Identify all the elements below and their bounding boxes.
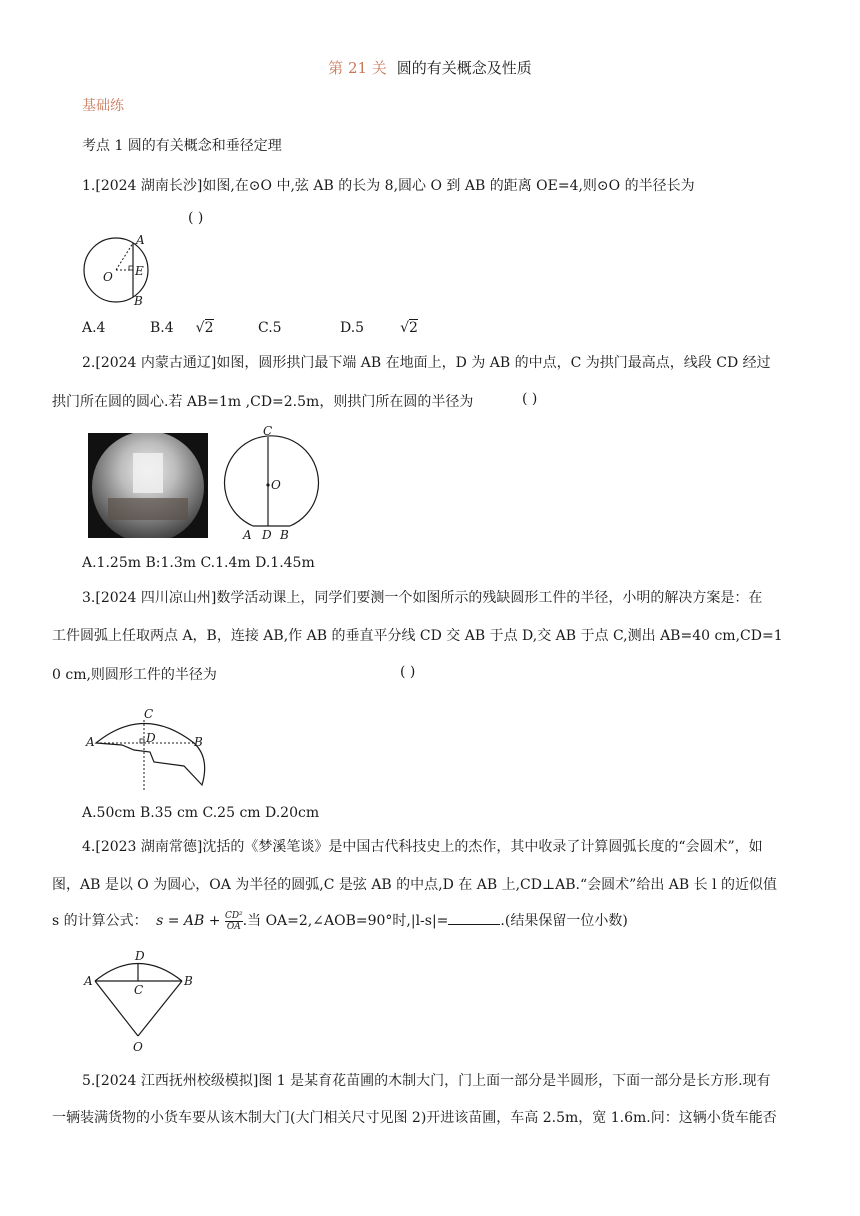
q2-line-2: 拱门所在圆的圆心.若 AB=1m ,CD=2.5m，则拱门所在圆的半径为 — [52, 394, 474, 410]
q3-line-2: 工件圆弧上任取两点 A，B，连接 AB,作 AB 的垂直平分线 CD 交 AB 于点 D,交 AB 于点 C,测出 AB=40 cm,CD=1 — [52, 628, 783, 644]
q4-label-d: D — [135, 949, 145, 963]
q4-line-3: s 的计算公式： s = AB + $\frac{\text{CD²}}{OA}$ .当 OA=2,∠AOB=90°时,|l-s|= .(结果保留一位小数) — [52, 910, 628, 932]
q3-label-d: D — [146, 731, 156, 745]
q1-label-a: A — [136, 233, 145, 247]
q4-radius-ob — [138, 981, 182, 1036]
q1-choice-a: A.4 — [82, 320, 106, 336]
q3-right-angle-mark — [140, 739, 144, 743]
q4-label-o: O — [133, 1040, 143, 1054]
q2-center-point — [266, 483, 269, 486]
q2-label-d: D — [262, 528, 272, 542]
q1-right-angle-mark — [129, 266, 133, 270]
q4-label-c: C — [134, 983, 144, 997]
q2-figure — [218, 425, 318, 545]
q3-choices: A.50cm B.35 cm C.25 cm D.20cm — [82, 805, 320, 821]
q2-label-a: A — [243, 528, 252, 542]
q4-line-1: 4.[2023 湖南常德]沈括的《梦溪笔谈》是中国古代科技史上的杰作，其中收录了计算圆弧长度的“会圆术”，如 — [82, 839, 763, 855]
q3-label-a: A — [86, 735, 95, 749]
q3-label-b: B — [194, 735, 203, 749]
q4-radius-oa — [95, 981, 138, 1036]
q1-label-o: O — [103, 270, 113, 284]
q1-answer-bracket: ( ) — [188, 210, 204, 226]
q2-answer-bracket: ( ) — [522, 391, 538, 407]
q4-formula-denominator: OA — [226, 921, 241, 932]
q2-choices: A.1.25m B:1.3m C.1.4m D.1.45m — [82, 555, 315, 571]
page-title — [0, 57, 860, 78]
q3-answer-bracket: ( ) — [400, 664, 416, 680]
q4-label-a: A — [84, 974, 93, 988]
q3-label-c: C — [144, 707, 154, 721]
q2-line-1: 2.[2024 内蒙古通辽]如图，圆形拱门最下端 AB 在地面上，D 为 AB 的中点，C 为拱门最高点，线段 CD 经过 — [82, 355, 771, 371]
q2-photo — [88, 433, 208, 538]
q1-text: 1.[2024 湖南长沙]如图,在⊙O 中,弦 AB 的长为 8,圆心 O 到 AB 的距离 OE=4,则⊙O 的半径长为 — [82, 178, 695, 194]
q4-formula-numerator: CD² — [224, 910, 243, 921]
topic-heading: 考点 1 圆的有关概念和垂径定理 — [82, 138, 282, 154]
level-title: 圆的有关概念及性质 — [396, 59, 532, 77]
q1-choice-d: D.5 √2 — [340, 320, 418, 336]
q4-label-b: B — [184, 974, 193, 988]
level-number: 第 21 关 — [328, 59, 387, 77]
q4-formula-fraction — [225, 911, 243, 932]
q1-choice-c: C.5 — [258, 320, 282, 336]
q4-answer-blank — [448, 910, 500, 925]
q4-line-2: 图，AB 是以 O 为圆心，OA 为半径的圆弧,C 是弦 AB 的中点,D 在 AB 上,CD⊥AB.“会圆术”给出 AB 长 l 的近似值 — [52, 877, 777, 893]
q5-line-1: 5.[2024 江西抚州校级模拟]图 1 是某育花苗圃的木制大门，门上面一部分是半圆形，下面一部分是长方形.现有 — [82, 1073, 771, 1089]
q1-choice-b: B.4 √2 — [150, 320, 214, 336]
q3-figure — [82, 700, 222, 795]
q3-line-3: 0 cm,则圆形工件的半径为 — [52, 667, 217, 683]
q1-label-b: B — [134, 294, 143, 308]
q1-figure — [78, 232, 158, 312]
q4-formula-lhs: s = AB + — [156, 913, 221, 929]
q3-line-1: 3.[2024 四川凉山州]数学活动课上，同学们要测一个如图所示的残缺圆形工件的半径，小明的解决方案是：在 — [82, 590, 763, 606]
q2-label-o: O — [271, 478, 281, 492]
q2-label-c: C — [263, 424, 273, 438]
section-heading: 基础练 — [82, 98, 124, 114]
q4-figure — [82, 948, 212, 1058]
q1-label-e: E — [135, 264, 144, 278]
q5-line-2: 一辆装满货物的小货车要从该木制大门(大门相关尺寸见图 2)开进该苗圃，车高 2.5m，宽 1.6m.问：这辆小货车能否 — [52, 1110, 777, 1126]
q2-label-b: B — [280, 528, 289, 542]
